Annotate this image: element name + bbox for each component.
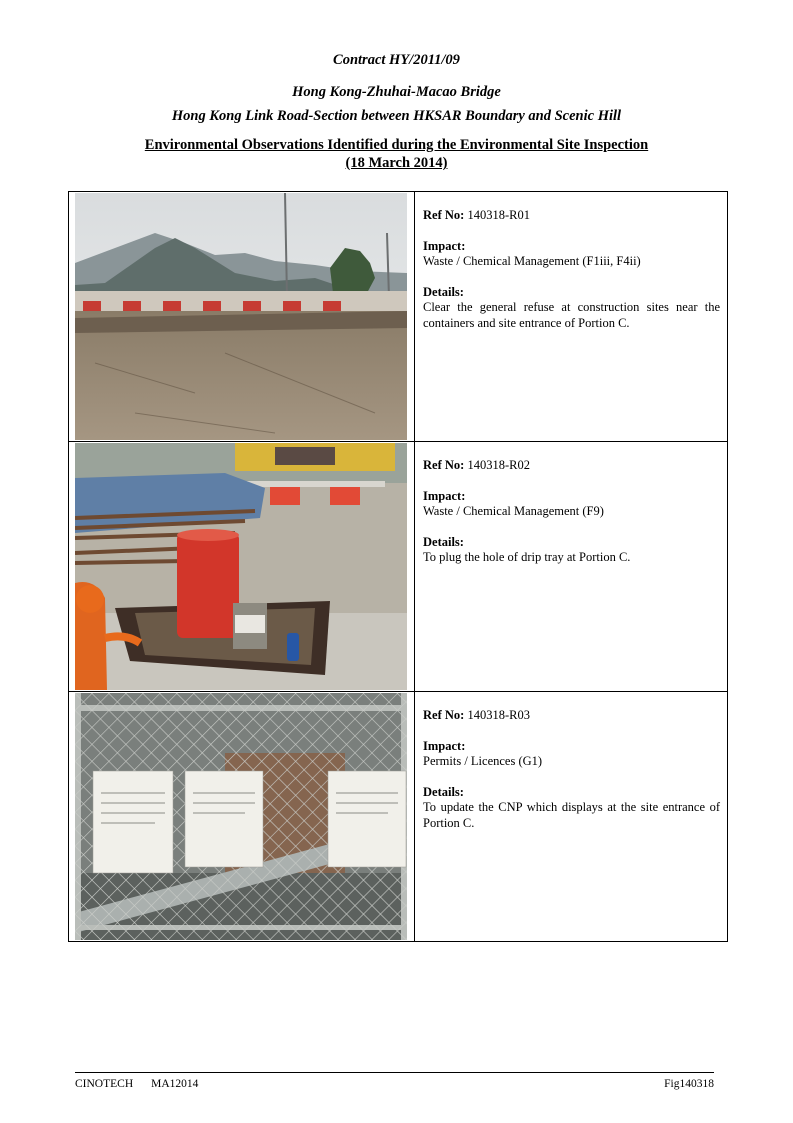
details-label: Details: [423, 534, 464, 549]
impact-label: Impact: [423, 738, 466, 753]
project-name: Hong Kong-Zhuhai-Macao Bridge [292, 84, 501, 100]
contract-number: Contract HY/2011/09 [333, 52, 460, 68]
ref-label: Ref No: [423, 708, 465, 722]
photo-cell [69, 192, 415, 442]
observation-row [69, 442, 728, 692]
footer-divider [75, 1072, 714, 1073]
document-title: Environmental Observations Identified during the Environmental Site Inspection [144, 137, 649, 153]
observation-row [69, 192, 728, 442]
inspection-date: (18 March 2014) [345, 155, 448, 171]
section-name: Hong Kong Link Road-Section between HKSAR Boundary and Scenic Hill [171, 108, 622, 124]
impact-value: Permits / Licences (G1) [423, 754, 543, 768]
impact-label: Impact: [423, 238, 466, 253]
observations-table [68, 191, 728, 942]
footer-left [75, 1078, 216, 1090]
observation-row [69, 692, 728, 942]
description-cell [415, 192, 728, 442]
description-cell [415, 442, 728, 692]
details-value: To plug the hole of drip tray at Portion C. [423, 550, 631, 564]
impact-label: Impact: [423, 488, 466, 503]
site-photo-construction-refuse [75, 193, 407, 440]
photo-cell [69, 692, 415, 942]
impact-value: Waste / Chemical Management (F1iii, F4ii) [423, 254, 641, 268]
ref-label: Ref No: [423, 458, 465, 472]
details-value: Clear the general refuse at construction sites near the containers and site entrance of Portion C. [423, 300, 720, 330]
impact-value: Waste / Chemical Management (F9) [423, 504, 604, 518]
company-name: CINOTECH [75, 1078, 134, 1090]
details-value: To update the CNP which displays at the site entrance of Portion C. [423, 800, 720, 830]
site-photo-cnp-notices [75, 693, 407, 940]
figure-number: Fig140318 [664, 1078, 714, 1090]
photo-cell [69, 442, 415, 692]
ref-number: 140318-R01 [467, 208, 530, 222]
details-label: Details: [423, 784, 464, 799]
ref-number: 140318-R02 [467, 458, 530, 472]
report-number: MA12014 [151, 1078, 199, 1090]
ref-number: 140318-R03 [467, 708, 530, 722]
description-cell [415, 692, 728, 942]
ref-label: Ref No: [423, 208, 465, 222]
details-label: Details: [423, 284, 464, 299]
site-photo-drip-tray [75, 443, 407, 690]
